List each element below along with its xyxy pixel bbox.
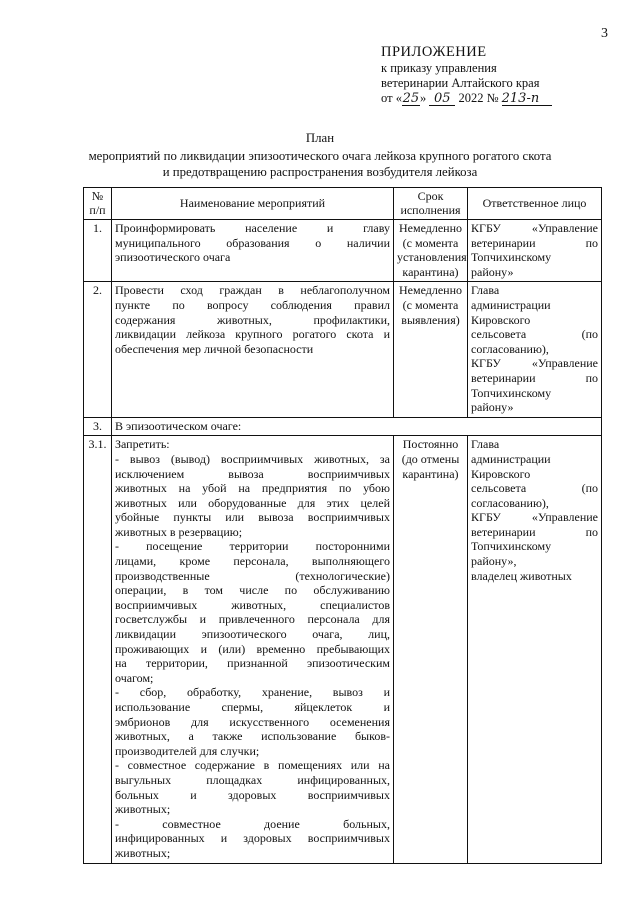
text-line: Топчихинскому	[471, 250, 552, 265]
text-line: животных на убой на предприятия по убою	[115, 481, 390, 496]
text-line: очагом;	[115, 670, 154, 685]
text-line: производственные (технологические)	[115, 568, 390, 583]
number-sign: №	[486, 91, 499, 105]
row-name	[112, 436, 394, 863]
row-responsible	[468, 436, 602, 863]
plan-subtitle-2: и предотвращению распространения возбудителя лейкоза	[162, 165, 478, 179]
header-responsible: Ответственное лицо	[468, 188, 602, 220]
text-line: КГБУ «Управление	[471, 510, 598, 525]
appendix-line-2: ветеринарии Алтайского края	[381, 76, 540, 90]
row-responsible	[468, 282, 602, 417]
header-term: Срок исполнения	[394, 188, 468, 220]
row-num: 3.1.	[84, 436, 112, 863]
text-line: - совместное доение больных,	[115, 816, 390, 831]
text-line: - вывоз (вывод) восприимчивых животных, за	[115, 451, 390, 466]
plan-subtitle-1: мероприятий по ликвидации эпизоотического очага лейкоза крупного рогатого скота	[88, 149, 552, 163]
row-num: 3.	[84, 417, 112, 436]
appendix-date-line	[381, 91, 552, 106]
text-line: пункте по вопросу соблюдения правил	[115, 297, 390, 312]
row-term: Постоянно (до отмены карантина)	[394, 436, 468, 863]
text-line: согласованию),	[471, 341, 549, 356]
appendix-line-1: к приказу управления	[381, 61, 497, 75]
table-row	[84, 282, 602, 417]
text-line: лицами, кроме персонала, выполняющего	[115, 554, 390, 569]
text-line: восприимчивых животных, специалистов	[115, 597, 390, 612]
handwritten-month: 05	[429, 93, 455, 106]
text-line: ветеринарии по	[471, 235, 598, 250]
text-line: ликвидации лейкоза крупного рогатого скота и	[115, 327, 390, 342]
text-line: администрации	[471, 451, 551, 466]
text-line: владелец животных	[471, 568, 572, 583]
text-line: Кировского	[471, 312, 531, 327]
text-line: исключением вывоза восприимчивых	[115, 466, 390, 481]
table-row	[84, 220, 602, 282]
row-name	[112, 220, 394, 282]
text-line: Запретить:	[115, 437, 170, 452]
text-line: - сбор, обработку, хранение, вывоз и	[115, 685, 390, 700]
row-term: Немедленно (с момента выявления)	[394, 282, 468, 417]
text-line: животных или оборудованные для этих целей	[115, 495, 390, 510]
page-number: 3	[601, 26, 608, 41]
row-num: 1.	[84, 220, 112, 282]
appendix-header	[381, 44, 552, 106]
text-line: Провести сход граждан в неблагополучном	[115, 283, 390, 298]
text-line: КГБУ «Управление	[471, 221, 598, 235]
text-line: согласованию),	[471, 495, 549, 510]
header-num: № п/п	[84, 188, 112, 220]
text-line: району»,	[471, 554, 517, 569]
text-line: Топчихинскому	[471, 385, 552, 400]
text-line: использование спермы, яйцеклеток и	[115, 700, 390, 714]
text-line: больных и здоровых восприимчивых	[115, 787, 390, 802]
text-line: Кировского	[471, 466, 531, 481]
plan-title: План	[305, 131, 335, 145]
text-line: производителей для случки;	[115, 743, 260, 758]
text-line: муниципального образования о наличии	[115, 235, 390, 250]
text-line: ликвидации эпизоотического очага, лиц,	[115, 627, 390, 642]
appendix-year: 2022	[458, 91, 484, 105]
plan-table	[83, 187, 602, 864]
text-line: району»	[471, 264, 514, 279]
text-line: Проинформировать население и главу	[115, 221, 390, 235]
text-line: животных, а также использование быков-	[115, 729, 390, 744]
handwritten-day: 25	[402, 91, 420, 106]
text-line: животных;	[115, 845, 171, 860]
appendix-from: от	[381, 91, 393, 105]
appendix-title: ПРИЛОЖЕНИЕ	[381, 44, 487, 60]
text-line: КГБУ «Управление	[471, 356, 598, 371]
handwritten-doc-number: 213-п	[502, 93, 552, 106]
quote-open: «	[395, 91, 402, 105]
row-term: Немедленно (с момента установления карантина)	[394, 220, 468, 282]
text-line: Глава	[471, 437, 500, 452]
text-line: инфицированных и здоровых восприимчивых	[115, 831, 390, 846]
row-num: 2.	[84, 282, 112, 417]
text-line: убойные пункты или вывоза восприимчивых	[115, 510, 390, 525]
text-line: выгульных площадках инфицированных,	[115, 772, 390, 787]
text-line: Топчихинскому	[471, 539, 552, 554]
table-row	[84, 436, 602, 863]
text-line: району»	[471, 400, 514, 415]
text-line: сельсовета (по	[471, 327, 598, 342]
row-name	[112, 282, 394, 417]
text-line: ветеринарии по	[471, 370, 598, 385]
text-line: - совместное содержание в помещениях или на	[115, 758, 390, 773]
text-line: на территории, признанной эпизоотическим	[115, 656, 390, 671]
text-line: животных в резервацию;	[115, 524, 243, 539]
text-line: госветслужбы и привлеченного персонала для	[115, 612, 390, 627]
section-title: В эпизоотическом очаге:	[112, 417, 602, 436]
text-line: эпизоотического очага	[115, 250, 231, 265]
table-header-row	[84, 188, 602, 220]
table-row-section	[84, 417, 602, 436]
text-line: обеспечения мер личной безопасности	[115, 341, 314, 356]
text-line: Глава	[471, 283, 500, 298]
text-line: содержания животных, профилактики,	[115, 312, 390, 327]
text-line: сельсовета (по	[471, 481, 598, 496]
text-line: животных;	[115, 802, 171, 817]
quote-close: »	[419, 91, 427, 105]
header-name: Наименование мероприятий	[112, 188, 394, 220]
text-line: операции, в том числе по обслуживанию	[115, 583, 390, 598]
text-line: эмбрионов для искусственного осеменения	[115, 714, 390, 729]
text-line: администрации	[471, 297, 551, 312]
text-line: проживающих и (или) временно пребывающих	[115, 641, 390, 656]
row-responsible	[468, 220, 602, 282]
text-line: - посещение территории посторонними	[115, 539, 390, 554]
text-line: ветеринарии по	[471, 524, 598, 539]
